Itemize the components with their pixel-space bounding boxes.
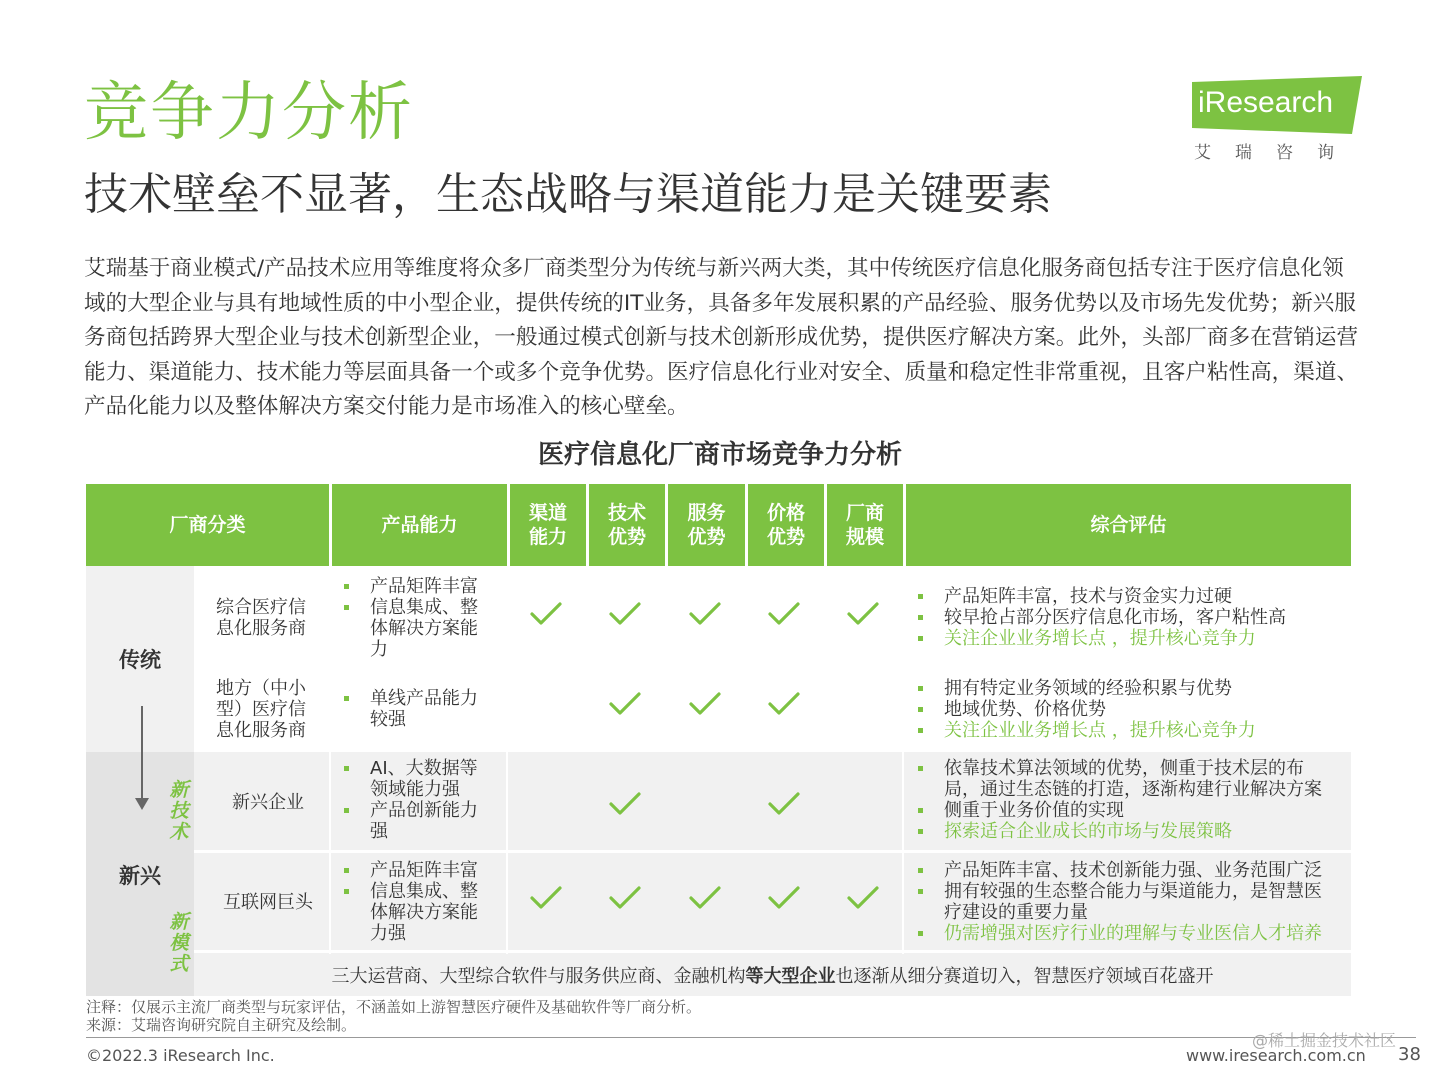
header-vendor-scale: 厂商 规模 [824, 484, 903, 566]
check-icon [767, 690, 801, 718]
check-icon [608, 600, 642, 628]
watermark: @稀土掘金技术社区 [1252, 1031, 1397, 1050]
overall-list-row-1: 产品矩阵丰富，技术与资金实力过硬 较早抢占部分医疗信息化市场，客户粘性高 关注企业业务增长点 ，提升核心竞争力 [918, 586, 1338, 649]
header-overall-evaluation: 综合评估 [903, 484, 1351, 566]
product-list-row-3: AI、大数据等领域能力强 产品创新能力强 [344, 758, 494, 842]
check-icon [767, 884, 801, 912]
group-label-traditional: 传统 [119, 648, 161, 672]
arrow-down-icon [135, 798, 149, 810]
check-icon [846, 600, 880, 628]
vendor-emerging-company: 新兴企业 [232, 791, 304, 813]
overall-list-row-2: 拥有特定业务领域的经验积累与优势 地域优势、价格优势 关注企业业务增长点 ，提升核心竞争力 [918, 678, 1338, 741]
row-separator [194, 850, 1351, 853]
table-title: 医疗信息化厂商市场竞争力分析 [537, 440, 902, 470]
page-subtitle: 技术壁垒不显著，生态战略与渠道能力是关键要素 [84, 169, 1052, 220]
vendor-comprehensive: 综合医疗信息化服务商 [216, 597, 306, 639]
check-icon [608, 690, 642, 718]
check-icon [608, 790, 642, 818]
transition-arrow-line [141, 706, 143, 798]
overall-list-row-3: 依靠技术算法领域的优势，侧重于技术层的布局，通过生态链的打造，逐渐构建行业解决方案 侧重于业务价值的实现 探索适合企业成长的市场与发展策略 [918, 758, 1338, 842]
website-link[interactable]: www.iresearch.com.cn [1186, 1046, 1366, 1065]
page-title: 竞争力分析 [84, 76, 414, 150]
intro-paragraph: 艾瑞基于商业模式/产品技术应用等维度将众多厂商类型分为传统与新兴两大类，其中传统医疗信息化服务商包括专注于医疗信息化领域的大型企业与具有地域性质的中小型企业，提供传统的IT业务，具备多年发展积累的产品经验、服务优势以及市场先发优势；新兴服务商包括跨界大型企业与技术创新型企业，一般通过模式创新与技术创新形成优势，提供医疗解决方案。此外，头部厂商多在营销运营能力、渠道能力、技术能力等层面具备一个或多个竞争优势。医疗信息化行业对安全、质量和稳定性非常重视，且客户粘性高，渠道、产品化能力以及整体解决方案交付能力是市场准入的核心壁垒。 [84, 256, 1359, 420]
product-list-row-2: 单线产品能力较强 [344, 688, 494, 730]
header-channel-capability: 渠道 能力 [507, 484, 586, 566]
check-icon [688, 600, 722, 628]
header-tech-advantage: 技术 优势 [586, 484, 665, 566]
header-price-advantage: 价格 优势 [745, 484, 824, 566]
check-icon [767, 600, 801, 628]
check-icon [688, 884, 722, 912]
vendor-regional: 地方（中小型）医疗信息化服务商 [216, 677, 306, 741]
logo-text: iResearch [1198, 86, 1334, 119]
bottom-summary-row: 三大运营商、大型综合软件与服务供应商、金融机构 等大型企业 也逐渐从细分赛道切入，智慧医疗领域百花盛开 [331, 966, 1214, 987]
column-separator [902, 752, 904, 954]
note-text: 注释：仅展示主流厂商类型与玩家评估，不涵盖如上游智慧医疗硬件及基础软件等厂商分析。 [86, 998, 702, 1016]
header-service-advantage: 服务 优势 [665, 484, 745, 566]
overall-list-row-4: 产品矩阵丰富、技术创新能力强、业务范围广泛 拥有较强的生态整合能力与渠道能力，是智慧医疗建设的重要力量 仍需增强对医疗行业的理解与专业医信人才培养 [918, 860, 1338, 944]
vendor-internet-giant: 互联网巨头 [223, 891, 313, 913]
header-vendor-type: 厂商分类 [86, 484, 329, 566]
check-icon [846, 884, 880, 912]
footer-divider [86, 1037, 1416, 1038]
column-separator [506, 752, 508, 954]
competitiveness-table [86, 484, 1351, 996]
copyright: ©2022.3 iResearch Inc. [86, 1046, 275, 1065]
row-separator [194, 950, 1351, 953]
header-product-capability: 产品能力 [329, 484, 507, 566]
check-icon [767, 790, 801, 818]
logo-subtext: 艾瑞咨询 [1194, 143, 1358, 163]
product-list-row-1: 产品矩阵丰富 信息集成、整体解决方案能力 [344, 576, 494, 660]
source-text: 来源：艾瑞咨询研究院自主研究及绘制。 [86, 1016, 357, 1034]
group-label-emerging: 新兴 [119, 864, 161, 888]
notes [86, 998, 701, 1034]
iresearch-logo [1188, 76, 1368, 166]
product-list-row-4: 产品矩阵丰富 信息集成、整体解决方案能力强 [344, 860, 494, 944]
check-icon [688, 690, 722, 718]
page-number: 38 [1398, 1044, 1421, 1065]
label-new-technology: 新 技 术 [169, 779, 189, 843]
check-icon [608, 884, 642, 912]
check-icon [529, 884, 563, 912]
label-new-model: 新 模 式 [169, 911, 189, 975]
check-icon [529, 600, 563, 628]
